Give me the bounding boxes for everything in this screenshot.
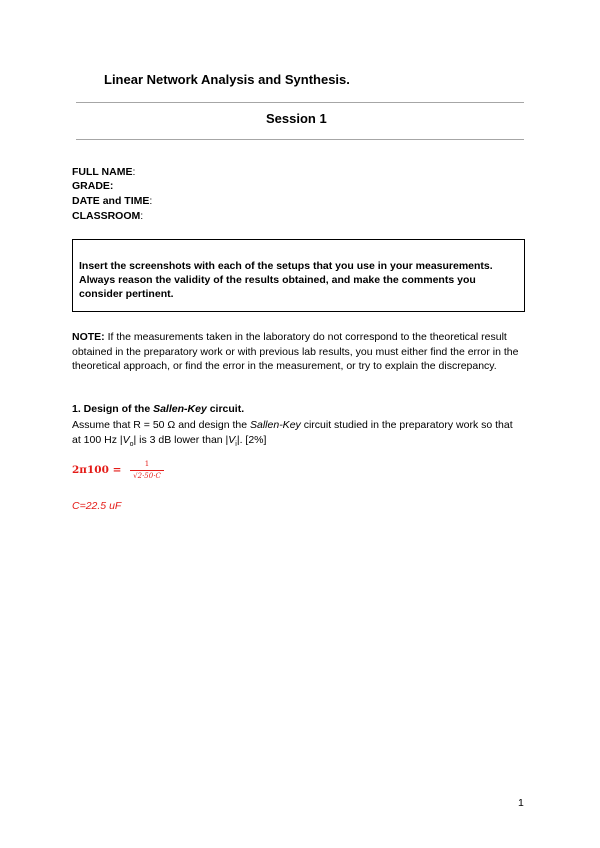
section-paragraph [72,418,524,452]
note-label: NOTE: [72,331,105,343]
section-heading [72,403,244,415]
date-time-field [72,195,152,207]
para-text: |. [2%] [236,433,267,446]
equation-lhs: 2π100 = [72,464,122,476]
vo-symbol: V [122,433,130,446]
para-italic: Sallen-Key [250,419,301,431]
instructions-line: Always reason the validity of the results obtained, and make the comments you [79,274,476,286]
vi-symbol: V [228,433,236,446]
heading-italic: Sallen-Key [153,403,207,415]
instructions-line: consider pertinent. [79,288,174,300]
heading-suffix: circuit. [206,403,245,415]
heading-prefix: 1. Design of the [72,403,154,415]
full-name-field [72,166,135,178]
instructions-box [72,239,525,312]
instructions-line: Insert the screenshots with each of the setups that you use in your measurements. [79,260,493,272]
bottom-divider [76,139,524,140]
field-label: CLASSROOM [72,210,141,222]
document-title: Linear Network Analysis and Synthesis. [104,72,350,87]
field-label: FULL NAME [72,166,133,178]
field-label: DATE and TIME [72,195,150,207]
field-separator: : [149,195,153,207]
vi-subscript: i [235,440,237,448]
field-separator: : [109,180,114,192]
vo-subscript: o [129,440,134,448]
equation-numerator: 1 [144,460,150,468]
top-divider [76,102,524,103]
note-paragraph [72,330,522,374]
para-text: Assume that R = 50 Ω and design the [72,419,250,431]
page-number: 1 [518,797,524,809]
field-label: GRADE [72,180,110,192]
field-separator: : [140,210,144,222]
grade-field [72,180,113,192]
note-text: If the measurements taken in the laboratory do not correspond to the theoretical result obtained in the preparatory work or with previous lab results, you must either find the error in the theoretical approach, or find the error in the measurement, or try to explain the discrepancy. [72,331,519,372]
para-text: | is 3 dB lower than | [133,433,229,446]
classroom-field [72,210,143,222]
equation-denominator: √2·50·C [133,472,161,480]
session-title: Session 1 [266,111,327,126]
para-text: circuit studied in the preparatory work so that at 100 Hz | [72,419,513,446]
equation-fraction [130,460,164,481]
fraction-bar [130,470,164,471]
answer-result: C=22.5 uF [72,500,122,512]
field-separator: : [132,166,136,178]
